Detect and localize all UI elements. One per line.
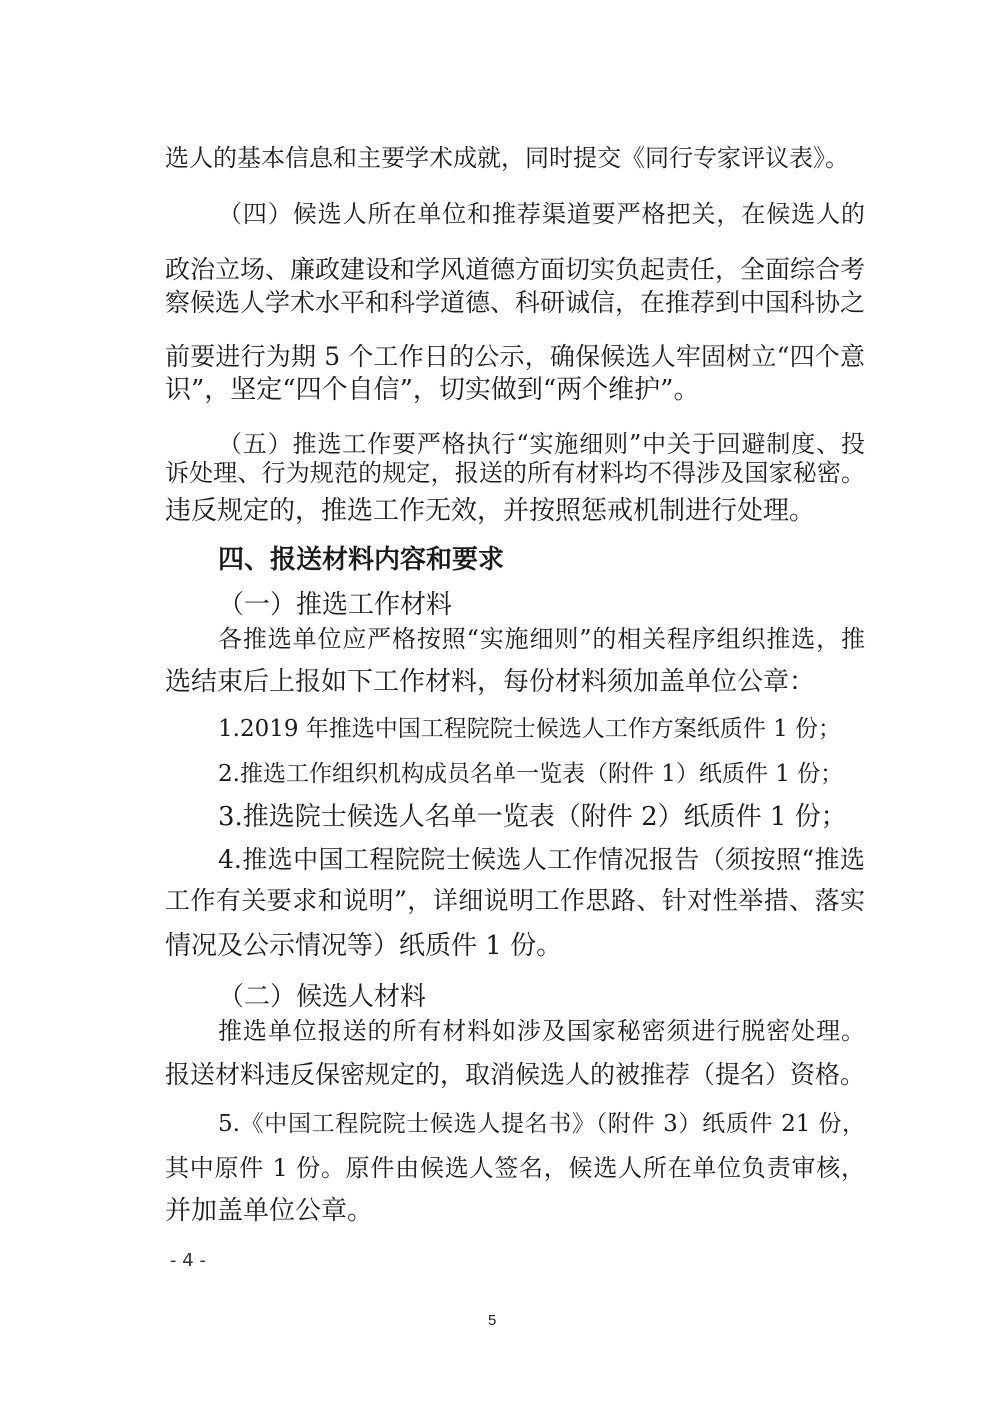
- paragraph-line: 其中原件 1 份。原件由候选人签名，候选人所在单位负责审核，: [165, 1154, 865, 1182]
- list-item: 4.推选中国工程院院士候选人工作情况报告（须按照“推选: [218, 845, 865, 874]
- subsection-heading: （一）推选工作材料: [218, 590, 453, 620]
- paragraph-line: 选人的基本信息和主要学术成就，同时提交《同行专家评议表》。: [165, 144, 849, 172]
- subsection-heading: （二）候选人材料: [218, 982, 427, 1012]
- paragraph-line: 推选单位报送的所有材料如涉及国家秘密须进行脱密处理。: [218, 1017, 865, 1045]
- footer-page-number: 5: [488, 1312, 497, 1329]
- page-number: - 4 -: [170, 1250, 206, 1271]
- paragraph-line: 各推选单位应严格按照“实施细则”的相关程序组织推选，推: [218, 625, 865, 653]
- paragraph-line: 识”，坚定“四个自信”，切实做到“两个维护”。: [165, 375, 700, 405]
- list-item: 2.推选工作组织机构成员名单一览表（附件 1）纸质件 1 份；: [218, 761, 844, 787]
- paragraph-line: 诉处理、行为规范的规定，报送的所有材料均不得涉及国家秘密。: [165, 459, 865, 487]
- paragraph-line: 政治立场、廉政建设和学风道德方面切实负起责任，全面综合考: [165, 255, 866, 284]
- paragraph-line: （五）推选工作要严格执行“实施细则”中关于回避制度、投: [218, 430, 865, 458]
- paragraph-line: 前要进行为期 5 个工作日的公示，确保候选人牢固树立“四个意: [165, 342, 865, 371]
- paragraph-line: 选结束后上报如下工作材料，每份材料须加盖单位公章：: [165, 667, 816, 697]
- list-item: 5.《中国工程院院士候选人提名书》（附件 3）纸质件 21 份，: [218, 1111, 865, 1137]
- paragraph-line: 违反规定的，推选工作无效，并按照惩戒机制进行处理。: [165, 496, 816, 526]
- paragraph-line: 工作有关要求和说明”，详细说明工作思路、针对性举措、落实: [165, 886, 865, 915]
- list-item: 1.2019 年推选中国工程院院士候选人工作方案纸质件 1 份；: [218, 716, 842, 742]
- section-heading: 四、报送材料内容和要求: [218, 545, 505, 575]
- paragraph-line: 情况及公示情况等）纸质件 1 份。: [165, 931, 563, 961]
- list-item: 3.推选院士候选人名单一览表（附件 2）纸质件 1 份；: [218, 802, 847, 832]
- paragraph-line: 察候选人学术水平和科学道德、科研诚信，在推荐到中国科协之: [165, 288, 866, 317]
- paragraph-line: （四）候选人所在单位和推荐渠道要严格把关，在候选人的: [218, 200, 865, 228]
- paragraph-line: 报送材料违反保密规定的，取消候选人的被推荐（提名）资格。: [165, 1060, 866, 1089]
- paragraph-line: 并加盖单位公章。: [165, 1196, 374, 1226]
